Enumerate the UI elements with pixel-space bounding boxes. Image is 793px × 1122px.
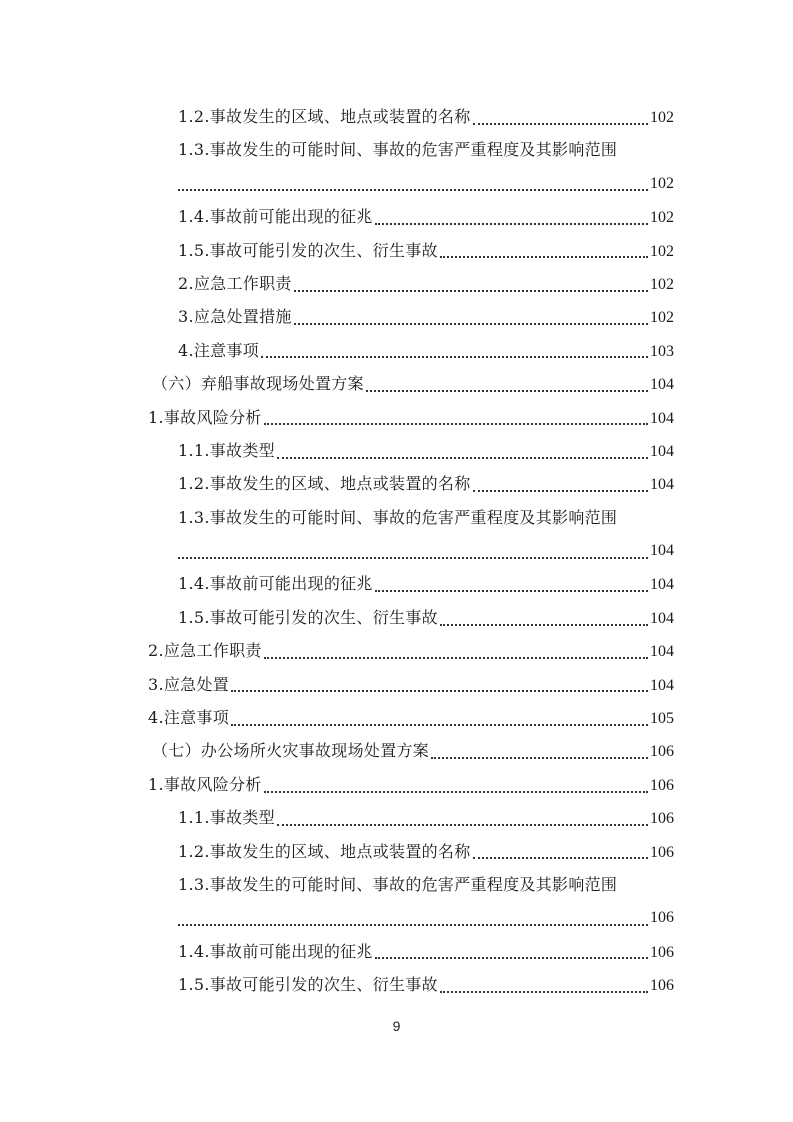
toc-entry-title: 1.3.事故发生的可能时间、事故的危害严重程度及其影响范围 — [178, 874, 618, 894]
toc-page-number: 106 — [650, 977, 674, 995]
toc-dot-leader — [473, 123, 648, 125]
toc-page-number: 104 — [650, 476, 674, 494]
toc-entry-title: 1.4.事故前可能出现的征兆 — [178, 574, 373, 594]
toc-entry[interactable] — [148, 100, 674, 133]
toc-entry[interactable] — [148, 868, 674, 901]
toc-page-number: 104 — [650, 376, 674, 394]
toc-dot-leader — [264, 791, 648, 793]
toc-entry[interactable] — [148, 801, 674, 834]
toc-entry-title: 1.事故风险分析 — [148, 774, 262, 794]
toc-dot-leader — [277, 824, 648, 826]
toc-page-number: 104 — [650, 442, 674, 460]
toc-dot-leader — [375, 223, 648, 225]
toc-dot-leader — [178, 189, 648, 191]
toc-entry[interactable] — [148, 501, 674, 534]
toc-page-number: 106 — [650, 743, 674, 761]
toc-dot-leader — [231, 724, 648, 726]
toc-entry[interactable] — [148, 968, 674, 1001]
toc-page-number: 104 — [650, 409, 674, 427]
toc-entry-title: 1.3.事故发生的可能时间、事故的危害严重程度及其影响范围 — [178, 140, 618, 160]
toc-page-number: 104 — [650, 609, 674, 627]
toc-entry[interactable] — [148, 267, 674, 300]
toc-entry-title: （七）办公场所火灾事故现场处置方案 — [152, 741, 430, 761]
toc-entry-title: 1.3.事故发生的可能时间、事故的危害严重程度及其影响范围 — [178, 507, 618, 527]
toc-entry-title: 1.5.事故可能引发的次生、衍生事故 — [178, 975, 438, 995]
toc-entry[interactable] — [148, 567, 674, 600]
toc-entry-title: 1.5.事故可能引发的次生、衍生事故 — [178, 240, 438, 260]
toc-page-number: 102 — [650, 174, 674, 192]
toc-page-number: 102 — [650, 275, 674, 293]
toc-entry-title: 1.1.事故类型 — [178, 440, 275, 460]
toc-entry[interactable] — [148, 601, 674, 634]
toc-page-number: 106 — [650, 943, 674, 961]
toc-dot-leader — [178, 557, 648, 559]
toc-page-number: 106 — [650, 810, 674, 828]
toc-entry-title: 2.应急工作职责 — [148, 641, 262, 661]
toc-page-number: 102 — [650, 242, 674, 260]
toc-entry[interactable] — [148, 401, 674, 434]
toc-entry-title: 1.2.事故发生的区域、地点或装置的名称 — [178, 841, 471, 861]
toc-entry-title: 3.应急处置 — [148, 674, 230, 694]
toc-entry[interactable] — [148, 668, 674, 701]
toc-dot-leader — [294, 323, 648, 325]
toc-entry-title: 2.应急工作职责 — [178, 273, 292, 293]
toc-page-number: 104 — [650, 576, 674, 594]
toc-entry-title: 4.注意事项 — [148, 708, 230, 728]
toc-page-number: 106 — [650, 843, 674, 861]
table-of-contents — [148, 100, 674, 1002]
toc-dot-leader — [440, 624, 648, 626]
toc-dot-leader — [261, 356, 648, 358]
toc-entry[interactable] — [148, 835, 674, 868]
toc-entry[interactable] — [148, 367, 674, 400]
toc-dot-leader — [375, 957, 648, 959]
toc-entry[interactable] — [148, 634, 674, 667]
toc-entry[interactable] — [148, 434, 674, 467]
toc-page-number: 103 — [650, 342, 674, 360]
toc-page-number: 102 — [650, 309, 674, 327]
toc-dot-leader — [231, 690, 648, 692]
toc-dot-leader — [440, 256, 648, 258]
toc-entry[interactable] — [148, 467, 674, 500]
toc-page-number: 104 — [650, 643, 674, 661]
toc-entry[interactable] — [148, 133, 674, 166]
toc-dot-leader — [264, 423, 648, 425]
toc-dot-leader — [277, 457, 648, 459]
toc-page-number: 104 — [650, 676, 674, 694]
toc-entry-title: 1.2.事故发生的区域、地点或装置的名称 — [178, 107, 471, 126]
toc-entry-title: 1.事故风险分析 — [148, 407, 262, 427]
toc-dot-leader — [366, 390, 648, 392]
toc-entry[interactable] — [148, 234, 674, 267]
toc-entry-title: 1.1.事故类型 — [178, 808, 275, 828]
toc-entry-title: 4.注意事项 — [178, 340, 260, 360]
toc-page-number: 106 — [650, 776, 674, 794]
toc-entry[interactable] — [148, 200, 674, 233]
toc-dot-leader — [178, 924, 648, 926]
toc-entry-title: 1.2.事故发生的区域、地点或装置的名称 — [178, 474, 471, 494]
toc-page-number: 104 — [650, 542, 674, 560]
toc-entry-title: 1.5.事故可能引发的次生、衍生事故 — [178, 607, 438, 627]
toc-page-number: 102 — [650, 209, 674, 227]
toc-entry-continuation[interactable] — [148, 901, 674, 934]
toc-page-number: 106 — [650, 909, 674, 927]
toc-entry[interactable] — [148, 300, 674, 333]
toc-page-number: 102 — [650, 109, 674, 126]
toc-dot-leader — [473, 490, 648, 492]
toc-entry-continuation[interactable] — [148, 534, 674, 567]
toc-entry-title: 1.4.事故前可能出现的征兆 — [178, 207, 373, 227]
toc-dot-leader — [294, 290, 648, 292]
toc-dot-leader — [473, 857, 648, 859]
page-number: 9 — [392, 1018, 401, 1034]
toc-dot-leader — [264, 657, 648, 659]
toc-entry-title: 1.4.事故前可能出现的征兆 — [178, 941, 373, 961]
toc-entry-title: 3.应急处置措施 — [178, 307, 292, 327]
toc-entry[interactable] — [148, 701, 674, 734]
toc-dot-leader — [375, 590, 648, 592]
toc-entry-continuation[interactable] — [148, 167, 674, 200]
toc-page-number: 105 — [650, 710, 674, 728]
toc-entry[interactable] — [148, 334, 674, 367]
toc-entry[interactable] — [148, 768, 674, 801]
toc-dot-leader — [431, 757, 648, 759]
toc-entry-title: （六）弃船事故现场处置方案 — [152, 374, 364, 394]
toc-entry[interactable] — [148, 734, 674, 767]
toc-entry[interactable] — [148, 935, 674, 968]
toc-dot-leader — [440, 991, 648, 993]
